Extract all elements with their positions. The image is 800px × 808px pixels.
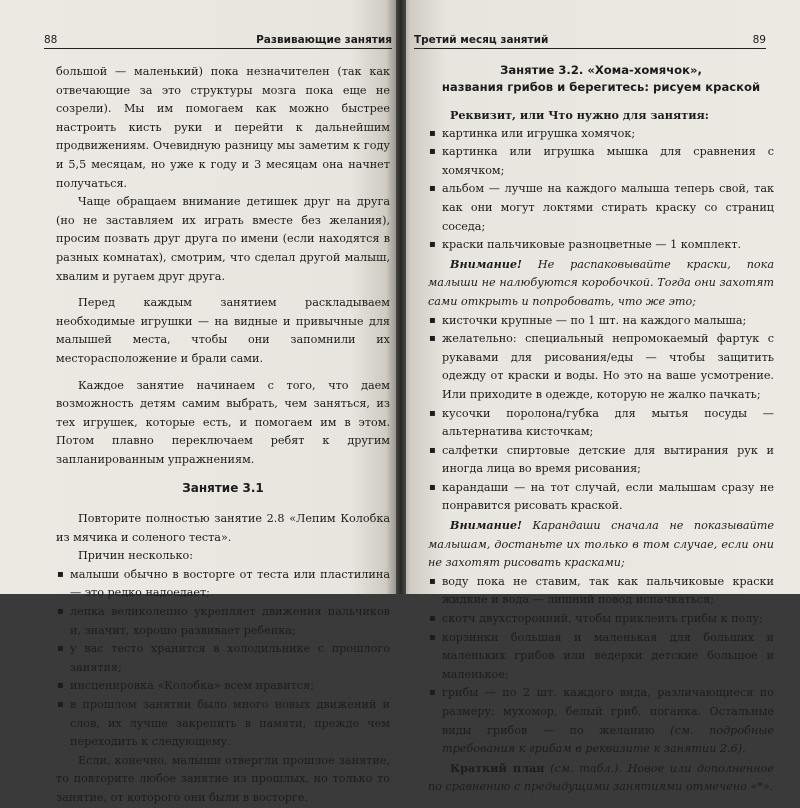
- lesson-title: [428, 62, 774, 96]
- lesson-title-line: названия грибов и берегитесь: рисуем краской: [441, 80, 761, 94]
- list-item: ▪ салфетки спиртовые детские для вытирания рук и иногда лица во время рисования;: [428, 442, 774, 479]
- plan-label: Краткий план: [450, 760, 545, 775]
- paragraph: Если, конечно, малыши отвергли прошлое занятие, то повторите любое занятие из прошлых, но только то занятие, от которого они были в восторге.: [56, 753, 390, 804]
- requisite-list: [428, 125, 774, 255]
- paragraph: Повторите полностью занятие 2.8 «Лепим Колобка из мячика и соленого теста».: [56, 512, 390, 544]
- list-item: ▪ альбом — лучше на каждого малыша теперь свой, так как они могут локтями стирать краску со страниц соседа;: [428, 180, 774, 236]
- running-title: Третий месяц занятий: [414, 34, 549, 46]
- mushrooms-note: (см. подробные требования к грибам в реквизите к занятии 2.6).: [442, 723, 774, 756]
- list-item: ▪ картинка или игрушка хомячок;: [428, 125, 774, 144]
- plan-text: (см. табл.). Новое или дополненное по сравнению с предыдущими занятиями отмечено «*».: [428, 761, 774, 794]
- list-item: ▪ краски пальчиковые разноцветные — 1 комплект.: [428, 236, 774, 255]
- lesson-title-line: Занятие 3.2. «Хома-хомячок»,: [500, 63, 702, 77]
- list-item: ▪ корзинки большая и маленькая для больших и маленьких грибов или ведерки детские большое и маленькое;: [428, 629, 774, 685]
- warning-note: [428, 255, 774, 312]
- left-running-head: [44, 33, 392, 49]
- list-item: ▪ желательно: специальный непромокаемый фартук с рукавами для рисования/еды — чтобы защитить одежду от краски и воды. Но это на ваше усмотрение. Или приходите в одежде, которую не жалко пачкать;: [428, 330, 774, 404]
- paragraph: Причин несколько:: [78, 549, 194, 563]
- list-item: ▪ скотч двухсторонний, чтобы приклеить грибы к полу;: [428, 610, 774, 629]
- list-item: [428, 684, 774, 758]
- paragraph: Каждое занятие начинаем с того, что даем возможность детям самим выбрать, чем заняться, из тех игрушек, которые есть, и помогаем им в этом. Потом плавно переключаем ребят к другим запланированным упражнениям.: [56, 378, 390, 466]
- page-number: 89: [752, 34, 766, 46]
- warning-label: Внимание!: [450, 518, 522, 533]
- left-page: [0, 0, 398, 804]
- list-item: ▪ малыши обычно в восторге от теста или пластилина — это редко надоедает;: [56, 566, 390, 603]
- list-item: ▪ кусочки поролона/губка для мытья посуды — альтернатива кисточкам;: [428, 405, 774, 442]
- reasons-list: [56, 566, 390, 752]
- warning-text: Не распаковывайте краски, пока малыши не налюбуются коробочкой. Тогда они захотят сами открыть и попробовать, что же это;: [428, 257, 774, 308]
- right-page: [398, 0, 800, 794]
- list-item: ▪ инсценировка «Колобка» всем нравится;: [56, 677, 390, 696]
- requisite-list-2: [428, 312, 774, 517]
- right-running-head: [414, 33, 766, 49]
- warning-note: [428, 516, 774, 573]
- list-item: ▪ картинка или игрушка мышка для сравнения с хомячком;: [428, 143, 774, 180]
- short-plan-note: [428, 759, 774, 797]
- section-title: Занятие 3.1: [182, 481, 264, 496]
- book-gutter: [396, 0, 406, 594]
- list-item: ▪ лепка великолепно укрепляет движения пальчиков и, значит, хорошо развивает ребенка;: [56, 603, 390, 640]
- running-title: Развивающие занятия: [256, 34, 392, 46]
- paragraph: Перед каждым занятием раскладываем необходимые игрушки — на видные и привычные для малышей места, чтобы они запомнили их месторасположение и брали сами.: [56, 296, 390, 365]
- requisite-list-3: [428, 573, 774, 759]
- list-item: ▪ кисточки крупные — по 1 шт. на каждого малыша;: [428, 312, 774, 331]
- list-item: ▪ в прошлом занятии было много новых движений и слов, их лучше закрепить в памяти, прежде чем переходить к следующему.: [56, 696, 390, 752]
- page-number: 88: [44, 34, 58, 46]
- warning-label: Внимание!: [450, 256, 522, 271]
- warning-text: Карандаши сначала не показывайте малышам, достаньте их только в том случае, если они не захотят рисовать красками;: [428, 519, 774, 570]
- list-item: ▪ воду пока не ставим, так как пальчиковые краски жидкие и вода — лишний повод испачкаться;: [428, 573, 774, 610]
- left-page-text: [56, 63, 390, 808]
- requisite-heading: Реквизит, или Что нужно для занятия:: [450, 108, 709, 122]
- list-item: ▪ у вас тесто хранится в холодильнике с прошлого занятия;: [56, 640, 390, 677]
- right-page-text: [428, 62, 774, 797]
- paragraph: Чаще обращаем внимание детишек друг на друга (но не заставляем их играть вместе без желания), просим позвать друг друга по имени (если находятся в разных комнатах), смотрим, что сделал другой малыш, хвалим и ругаем друг друга.: [56, 195, 390, 283]
- mushrooms-text: грибы — по 2 шт. каждого вида, различающиеся по размеру: мухомор, белый гриб, поганка. Остальные виды грибов — по желанию: [442, 686, 774, 737]
- list-item: ▪ карандаши — на тот случай, если малышам сразу не понравится рисовать краской.: [428, 479, 774, 516]
- paragraph: большой — маленький) пока незначителен (так как отвечающие за это структуры мозга пока еще не созрели). Мы им помогаем как можно быстрее настроить кисть руки и перейти к дальнейшим продвижениям. Очевидную разницу мы заметим к году и 5,5 месяцам, но уже к году и 3 месяцам она начнет получаться.: [56, 65, 390, 190]
